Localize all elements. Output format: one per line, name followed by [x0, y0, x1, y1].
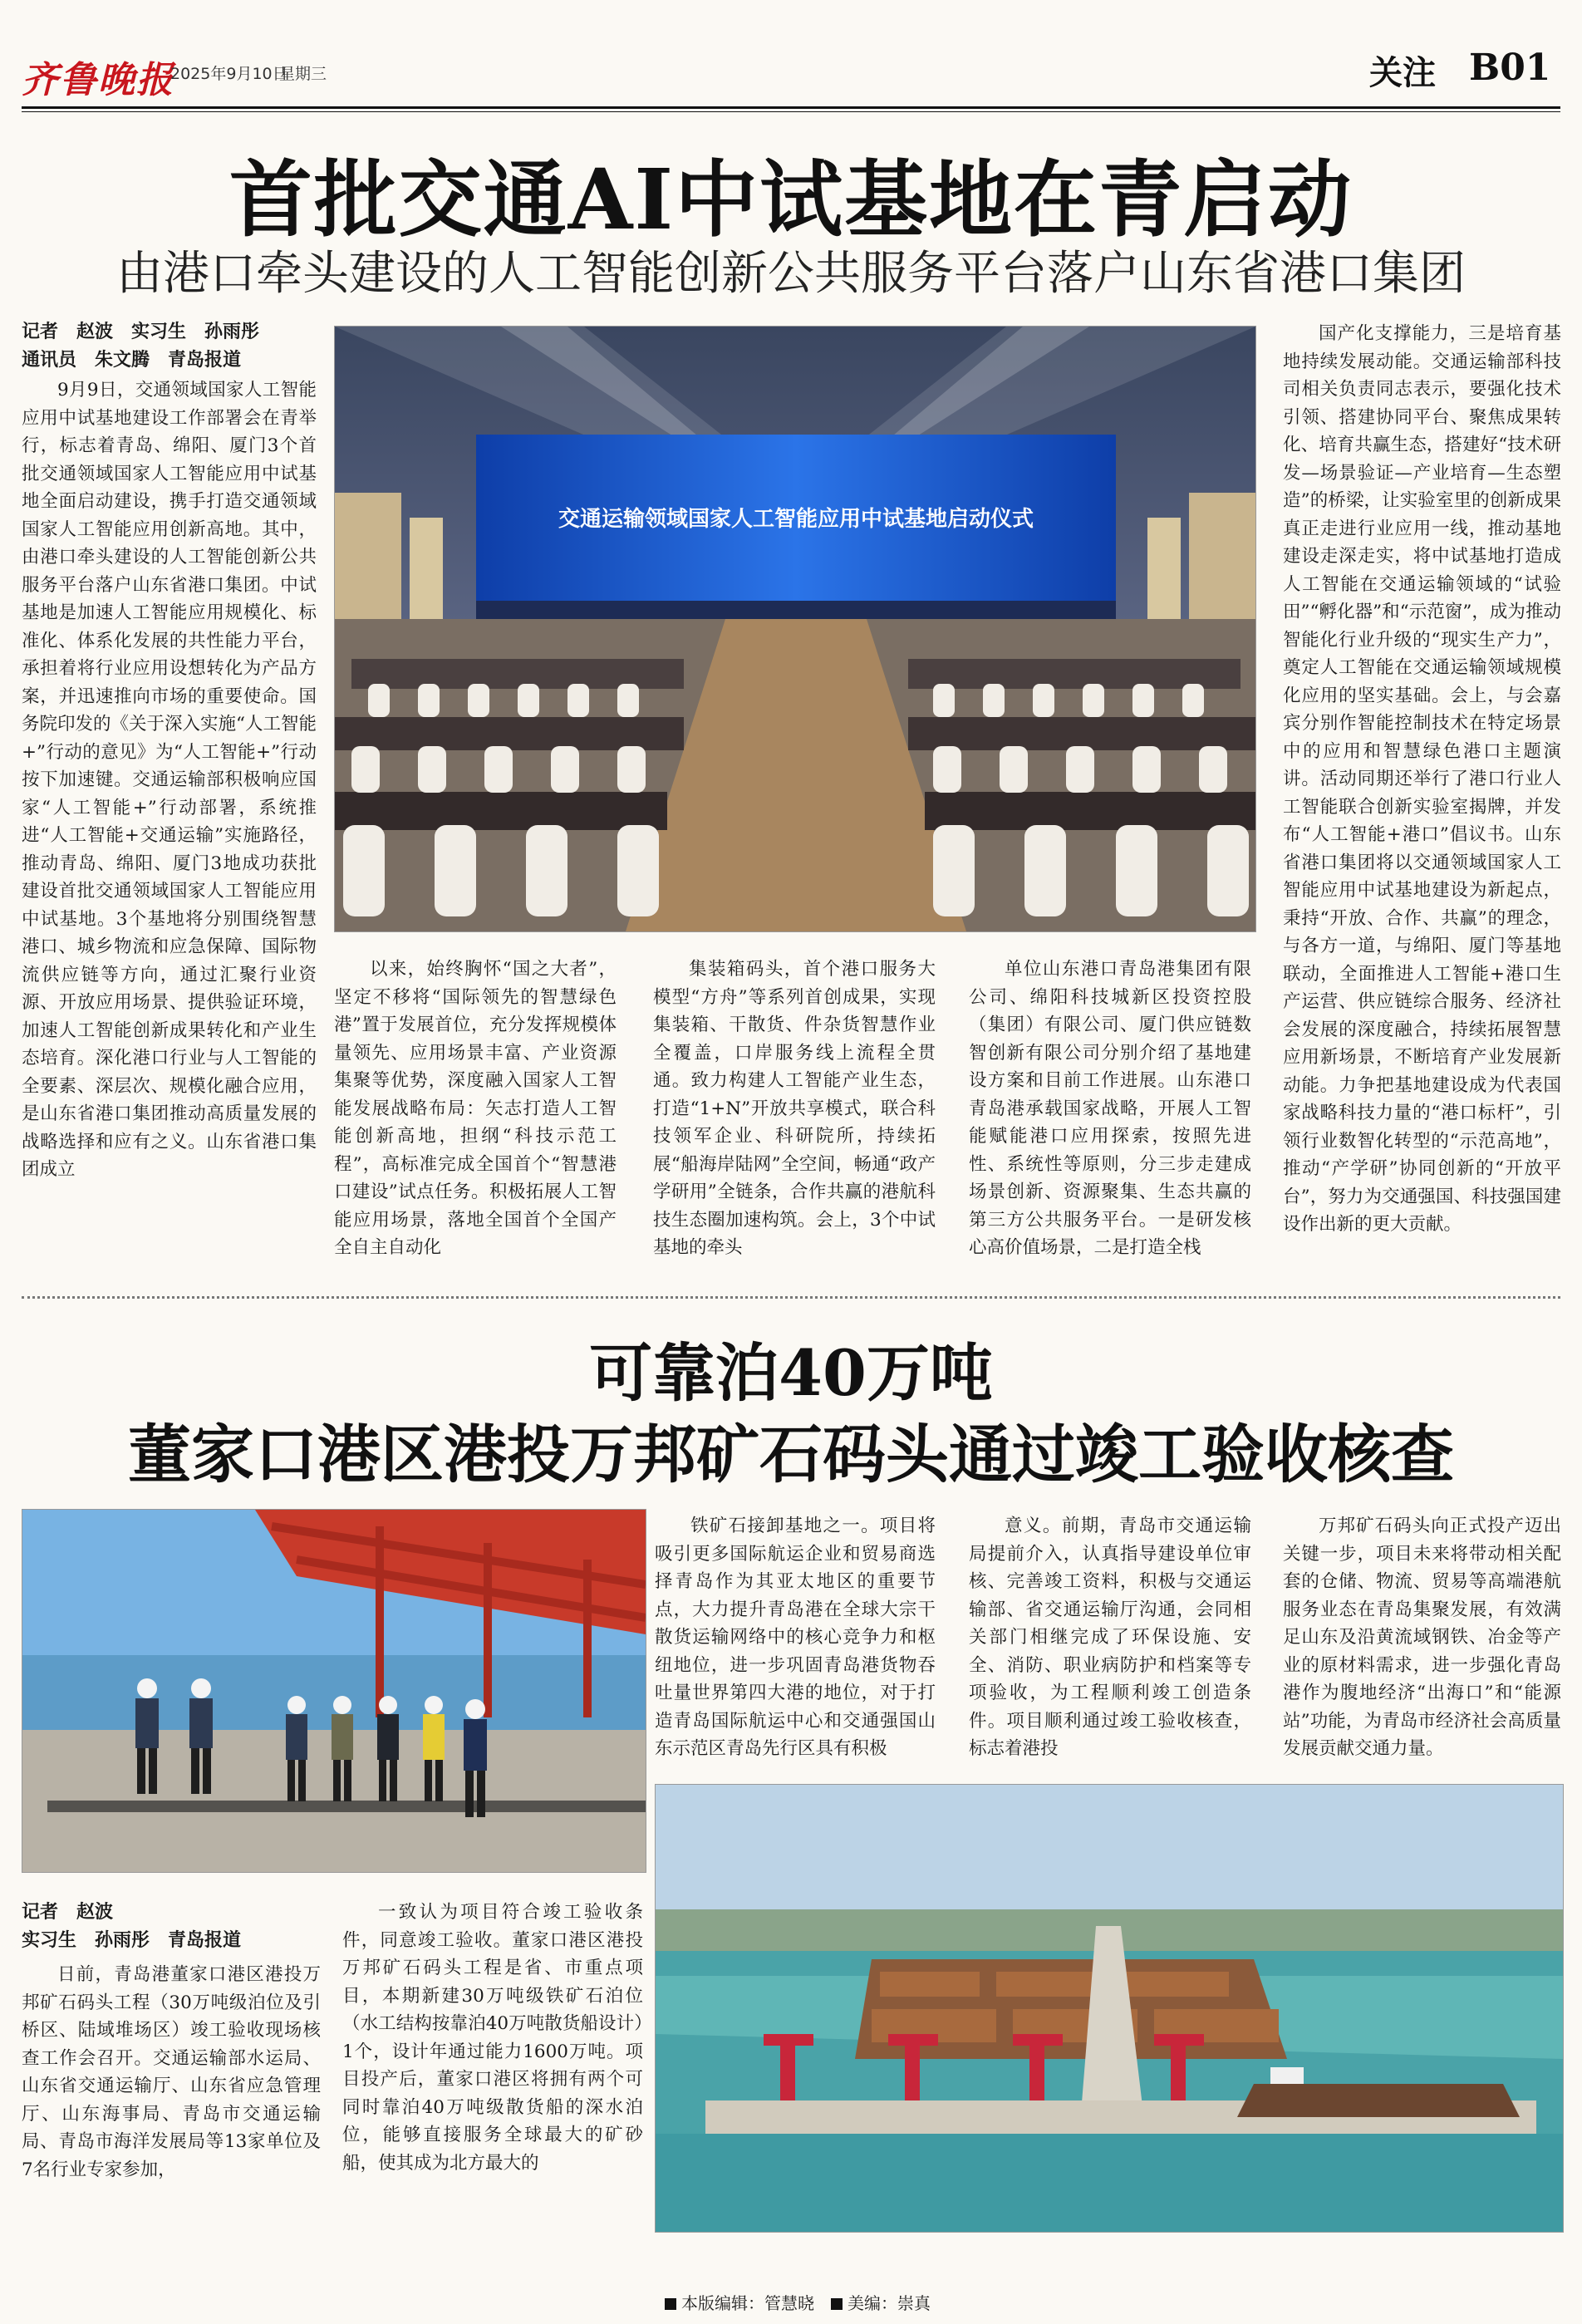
issue-weekday: 星期三	[279, 65, 327, 83]
story2-headline-line1: 可靠泊40万吨	[589, 1336, 993, 1410]
section-name: 关注	[1369, 53, 1436, 92]
story1-column-1: 9月9日，交通领域国家人工智能应用中试基地建设工作部署会在青举行，标志着青岛、绵阳、厦门3个首批交通领域国家人工智能应用中试基地全面启动建设，携手打造交通领域国家人工智能应用创新高地。其中，由港口牵头建设的人工智能创新公共服务平台落户山东省港口集团。中试基地是加速人工智能应用规模化、标准化、体系化发展的共性能力平台，承担着将行业应用设想转化为产品方案，并迅速推向市场的重要使命。国务院印发的《关于深入实施“人工智能+”行动的意见》为“人工智能+”行动按下加速键。交通运输部积极响应国家“人工智能+”行动部署，系统推进“人工智能+交通运输”实施路径，推动青岛、绵阳、厦门3地成功获批建设首批交通领域国家人工智能应用中试基地。3个基地将分别围绕智慧港口、城乡物流和应急保障、国际物流供应链等方向，通过汇聚行业资源、开放应用场景、提供验证环境，加速人工智能创新成果转化和产业生态培育。深化港口行业与人工智能的全要素、深层次、规模化融合应用，是山东省港口集团推动高质量发展的战略选择和应有之义。山东省港口集团成立	[22, 380, 317, 1180]
story2-byline-line1: 记者 赵波	[22, 1902, 114, 1923]
footer-editor: 本版编辑：管慧晓	[665, 2290, 814, 2314]
conference-photo	[334, 326, 1256, 932]
footer-designer: 美编：崇真	[831, 2290, 931, 2314]
header-rule-thin	[22, 111, 1560, 112]
story2-column-2: 一致认为项目符合竣工验收条件，同意竣工验收。董家口港区港投万邦矿石码头工程是省、市重点项目，本期新建30万吨级铁矿石泊位（水工结构按靠泊40万吨散货船设计）1个，设计年通过能力1600万吨。项目投产后，董家口港区将拥有两个可同时靠泊40万吨级散货船的深水泊位，能够直接服务全球最大的矿砂船，使其成为北方最大的	[342, 1902, 643, 2174]
story1-byline-line2: 通讯员 朱文腾 青岛报道	[22, 350, 242, 371]
inspection-photo	[22, 1509, 646, 1873]
newspaper-logo: 齐鲁晚报	[22, 59, 174, 101]
story1-subheadline: 由港口牵头建设的人工智能创新公共服务平台落户山东省港口集团	[116, 247, 1466, 301]
story1-column-3: 集装箱码头，首个港口服务大模型“方舟”等系列首创成果，实现集装箱、干散货、件杂货智慧作业全覆盖，口岸服务线上流程全贯通。致力构建人工智能产业生态，打造“1+N”开放共享模式，联合科技领军企业、科研院所，持续拓展“船海岸陆网”全空间，畅通“政产学研用”全链条，合作共赢的港航科技生态圈加速构筑。会上，3个中试基地的牵头	[653, 959, 936, 1258]
page-number: B01	[1469, 47, 1551, 89]
section-divider	[22, 1296, 1560, 1299]
story2-column-5: 万邦矿石码头向正式投产迈出关键一步，项目未来将带动相关配套的仓储、物流、贸易等高端港航服务业态在青岛集聚发展，有效满足山东及沿黄流域钢铁、冶金等产业的原材料需求，进一步强化青岛港作为腹地经济“出海口”和“能源站”功能，为青岛市经济社会高质量发展贡献交通力量。	[1283, 1516, 1561, 1759]
story2-headline-line2: 董家口港区港投万邦矿石码头通过竣工验收核查	[128, 1417, 1454, 1491]
story1-column-2: 以来，始终胸怀“国之大者”，坚定不移将“国际领先的智慧绿色港”置于发展首位，充分发挥规模体量领先、应用场景丰富、产业资源集聚等优势，深度融入国家人工智能发展战略布局：矢志打造人工智能创新高地，担纲“科技示范工程”，高标准完成全国首个“智慧港口建设”试点任务。积极拓展人工智能应用场景，落地全国首个全国产全自主自动化	[334, 959, 617, 1258]
port-aerial-illustration	[656, 1785, 1563, 2232]
stage-screen-text: 交通运输领域国家人工智能应用中试基地启动仪式	[558, 507, 1034, 532]
story1-headline: 首批交通AI中试基地在青启动	[228, 150, 1354, 248]
story2-byline	[22, 1899, 337, 1955]
port-aerial-photo	[655, 1784, 1564, 2233]
story2-column-1: 日前，青岛港董家口港区港投万邦矿石码头工程（30万吨级泊位及引桥区、陆域堆场区）竣工验收现场核查工作会召开。交通运输部水运局、山东省交通运输厅、山东省应急管理厅、山东海事局、青岛市交通运输局、青岛市海洋发展局等13家单位及7名行业专家参加，	[22, 1964, 321, 2180]
story1-byline	[22, 318, 337, 375]
story2-column-4: 意义。前期，青岛市交通运输局提前介入，认真指导建设单位审核、完善竣工资料，积极与交通运输部、省交通运输厅沟通，会同相关部门相继完成了环保设施、安全、消防、职业病防护和档案等专项验收，为工程顺利竣工创造条件。项目顺利通过竣工验收核查，标志着港投	[969, 1516, 1251, 1759]
story1-column-5: 国产化支撑能力，三是培育基地持续发展动能。交通运输部科技司相关负责同志表示，要强化技术引领、搭建协同平台、聚焦成果转化、培育共赢生态，搭建好“技术研发—场景验证—产业培育—生态塑造”的桥梁，让实验室里的创新成果真正走进行业应用一线，推动基地建设走深走实，将中试基地打造成人工智能在交通运输领域的“试验田”“孵化器”和“示范窗”，成为推动智能化行业升级的“现实生产力”，奠定人工智能在交通运输领域规模化应用的坚实基础。会上，与会嘉宾分别作智能控制技术在特定场景中的应用和智慧绿色港口主题演讲。活动同期还举行了港口行业人工智能联合创新实验室揭牌，并发布“人工智能+港口”倡议书。山东省港口集团将以交通领域国家人工智能应用中试基地建设为新起点，秉持“开放、合作、共赢”的理念，与各方一道，与绵阳、厦门等基地联动，全面推进人工智能+港口生产运营、供应链综合服务、经济社会发展的深度融合，持续拓展智慧应用新场景，不断培育产业发展新动能。力争把基地建设成为代表国家战略科技力量的“港口标杆”，引领行业数智化转型的“示范高地”，推动“产学研”协同创新的“开放平台”，努力为交通强国、科技强国建设作出新的更大贡献。	[1283, 323, 1561, 1235]
pier-inspection-illustration	[22, 1510, 646, 1872]
story1-column-4: 单位山东港口青岛港集团有限公司、绵阳科技城新区投资控股（集团）有限公司、厦门供应链数智创新有限公司分别介绍了基地建设方案和目前工作进展。山东港口青岛港承载国家战略，开展人工智能赋能港口应用探索，按照先进性、系统性等原则，分三步走建成场景创新、资源聚集、生态共赢的第三方公共服务平台。一是研发核心高价值场景，二是打造全栈	[969, 959, 1251, 1258]
story2-byline-line2: 实习生 孙雨彤 青岛报道	[22, 1930, 242, 1951]
issue-date: 2025年9月10日	[170, 65, 288, 83]
header-rule	[22, 106, 1560, 109]
conference-hall-illustration	[335, 327, 1255, 931]
story2-column-3: 铁矿石接卸基地之一。项目将吸引更多国际航运企业和贸易商选择青岛作为其亚太地区的重要节点，大力提升青岛港在全球大宗干散货运输网络中的核心竞争力和枢纽地位，进一步巩固青岛港货物吞吐量世界第四大港的地位，对于打造青岛国际航运中心和交通强国山东示范区青岛先行区具有积极	[655, 1516, 936, 1759]
story1-byline-line1: 记者 赵波 实习生 孙雨彤	[22, 322, 260, 342]
